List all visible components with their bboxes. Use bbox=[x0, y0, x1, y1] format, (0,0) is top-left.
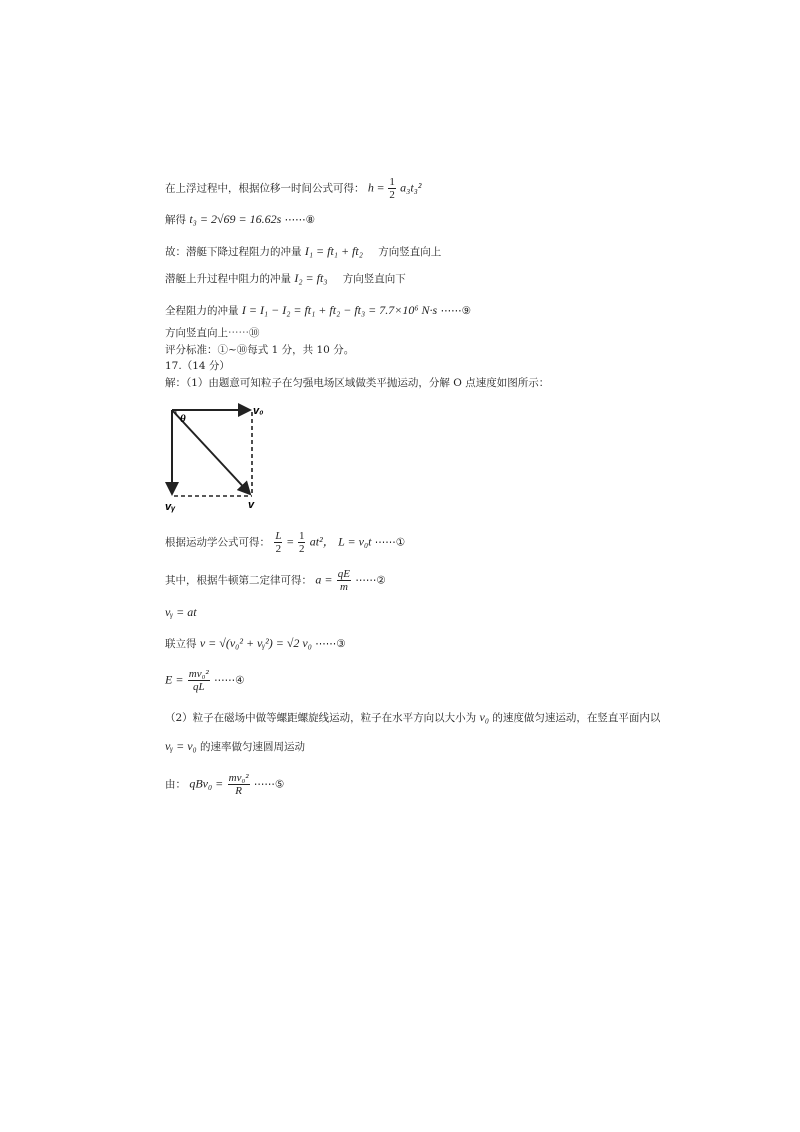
line-5 bbox=[165, 304, 471, 317]
line-3-formula: I₁ = ft₁ + ft₂ bbox=[304, 244, 363, 258]
line-4-formula: I₂ = ft₃ bbox=[294, 271, 328, 285]
frac-num: qE bbox=[337, 568, 351, 580]
line-2-text: 解得 bbox=[165, 214, 186, 226]
line-13-text: 联立得 bbox=[165, 638, 197, 650]
label-vy: vᵧ bbox=[165, 501, 176, 513]
frac-den: R bbox=[235, 785, 242, 798]
line-7 bbox=[165, 345, 354, 356]
line-4 bbox=[165, 272, 406, 285]
line-12-formula: vᵧ = at bbox=[165, 605, 197, 619]
line-10-tag: ⋯⋯① bbox=[374, 536, 406, 549]
line-10-frac1 bbox=[274, 530, 282, 555]
line-2-tag: ⋯⋯⑧ bbox=[284, 214, 316, 226]
line-15-after: 的速度做匀速运动，在竖直平面内以 bbox=[492, 712, 661, 724]
line-9 bbox=[165, 378, 549, 389]
line-11 bbox=[165, 568, 386, 593]
line-12 bbox=[165, 606, 197, 619]
line-10-mid: = bbox=[286, 534, 294, 549]
velocity-decomposition-diagram bbox=[162, 400, 272, 515]
line-11-lhs: a = bbox=[315, 572, 333, 587]
line-2 bbox=[165, 213, 315, 226]
line-14-lhs: E = bbox=[165, 672, 184, 687]
line-10-text: 根据运动学公式可得： bbox=[165, 536, 270, 549]
line-1-text: 在上浮过程中，根据位移一时间公式可得： bbox=[165, 182, 365, 195]
line-2-formula: t₃ = 2√69 = 16.62s bbox=[189, 212, 282, 226]
frac-den: 2 bbox=[275, 543, 282, 556]
frac-num: 1 bbox=[389, 176, 395, 188]
line-7-text: 评分标准：①~⑩每式 1 分，共 10 分。 bbox=[165, 344, 355, 356]
line-13-formula: v = √(v₀² + vᵧ²) = √2 v₀ bbox=[199, 636, 312, 650]
line-6 bbox=[165, 328, 260, 339]
line-8-text: 17.（14 分） bbox=[165, 360, 230, 372]
line-15-v0: v₀ bbox=[479, 710, 490, 724]
line-5-text: 全程阻力的冲量 bbox=[165, 305, 239, 317]
line-14-frac bbox=[188, 668, 210, 693]
line-6-text: 方向竖直向上⋯⋯⑩ bbox=[165, 327, 260, 339]
line-17 bbox=[165, 772, 284, 797]
line-1-eq: = bbox=[377, 180, 384, 195]
line-16 bbox=[165, 740, 305, 753]
frac-den: 2 bbox=[298, 543, 305, 556]
frac-num: L bbox=[275, 530, 282, 542]
line-10-formula2: L = v₀t bbox=[338, 534, 372, 549]
line-1-rhs: a₃t₃² bbox=[400, 180, 422, 195]
line-10-frac2 bbox=[298, 530, 306, 555]
line-3 bbox=[165, 245, 441, 258]
line-11-tag: ⋯⋯② bbox=[355, 574, 386, 587]
line-5-formula: I = I₁ − I₂ = ft₁ + ft₂ − ft₃ = 7.7×10⁶ N·s bbox=[241, 303, 438, 317]
line-10-mid2: at²， bbox=[309, 534, 335, 549]
line-1-lhs: h bbox=[367, 180, 374, 195]
line-14 bbox=[165, 668, 245, 693]
frac-num: mv₀² bbox=[228, 772, 249, 784]
label-v0: v₀ bbox=[253, 405, 264, 417]
line-17-tag: ⋯⋯⑤ bbox=[253, 778, 285, 791]
line-17-text: 由： bbox=[165, 778, 186, 791]
line-13-tag: ⋯⋯③ bbox=[315, 638, 346, 650]
frac-den: m bbox=[339, 581, 348, 594]
frac-num: 1 bbox=[298, 530, 305, 542]
line-8 bbox=[165, 361, 230, 372]
frac-den: qL bbox=[192, 681, 205, 694]
line-10 bbox=[165, 530, 405, 555]
line-3-text: 故：潜艇下降过程阻力的冲量 bbox=[165, 246, 302, 258]
label-v: v bbox=[248, 499, 255, 511]
line-4-after: 方向竖直向下 bbox=[342, 273, 406, 285]
line-15-text: （2）粒子在磁场中做等螺距螺旋线运动，粒子在水平方向以大小为 bbox=[165, 712, 477, 724]
diagram-svg bbox=[162, 400, 272, 515]
line-16-formula: vᵧ = v₀ bbox=[165, 739, 197, 753]
line-1-fraction bbox=[388, 176, 396, 201]
line-16-after: 的速率做匀速圆周运动 bbox=[200, 741, 306, 753]
line-17-lhs: qBv₀ = bbox=[189, 776, 224, 791]
line-11-text: 其中，根据牛顿第二定律可得： bbox=[165, 574, 312, 587]
frac-den: 2 bbox=[389, 189, 395, 202]
label-theta: θ bbox=[180, 413, 186, 425]
line-9-text: 解：（1）由题意可知粒子在匀强电场区域做类平抛运动，分解 O 点速度如图所示： bbox=[165, 377, 550, 389]
line-1 bbox=[165, 176, 421, 201]
line-5-tag: ⋯⋯⑨ bbox=[440, 305, 471, 317]
line-4-text: 潜艇上升过程中阻力的冲量 bbox=[165, 273, 291, 285]
line-17-frac bbox=[228, 772, 250, 797]
line-11-frac bbox=[337, 568, 351, 593]
line-13 bbox=[165, 637, 346, 650]
line-14-tag: ⋯⋯④ bbox=[214, 674, 245, 687]
frac-num: mv₀² bbox=[188, 668, 209, 680]
line-15 bbox=[165, 711, 660, 724]
line-3-after: 方向竖直向上 bbox=[378, 246, 442, 258]
